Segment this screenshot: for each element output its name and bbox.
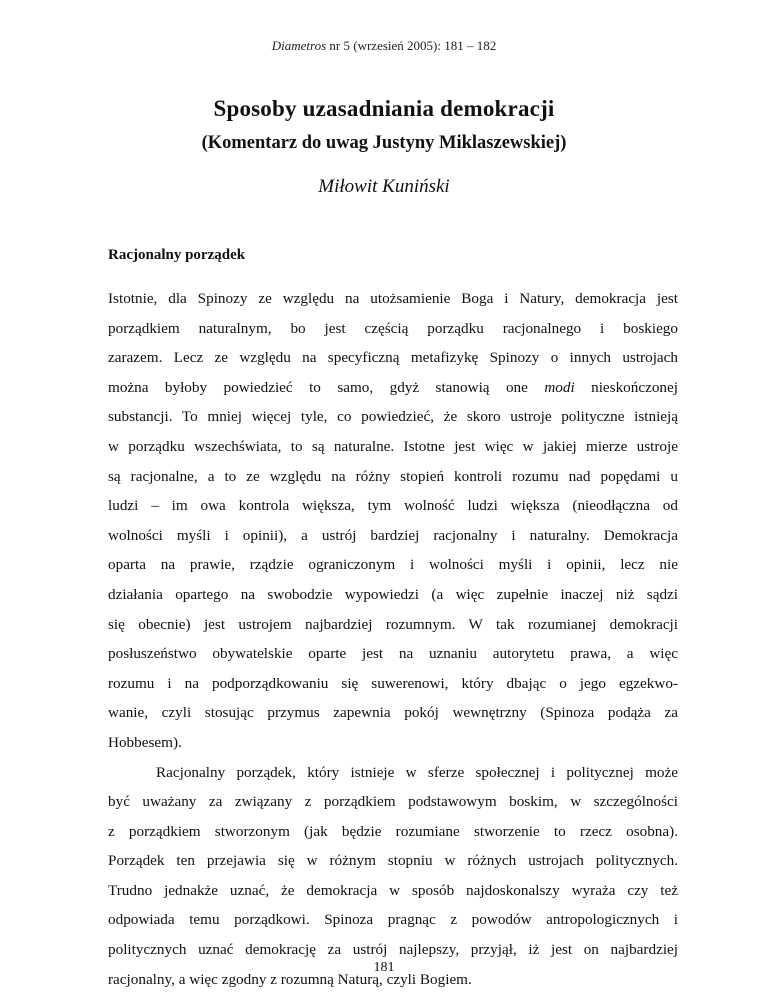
text-line: rozumu i na podporządkowaniu się suwerenowi, który dbając o jego egzekwo- xyxy=(108,674,678,692)
article-subtitle: (Komentarz do uwag Justyny Miklaszewskiej) xyxy=(201,133,567,153)
text-line: z porządkiem stworzonym (jak będzie rozumiane stworzenie to rzecz osobna). xyxy=(108,822,678,840)
text-fragment: można byłoby powiedzieć to samo, gdyż stanowią one xyxy=(108,378,545,396)
text-line: politycznych uznać demokrację za ustrój najlepszy, przyjął, iż jest on najbardziej xyxy=(108,941,678,959)
article-author: Miłowit Kuniński xyxy=(318,176,450,197)
text-line: w porządku wszechświata, to są naturalne. Istotne jest więc w jakiej mierze ustroje xyxy=(108,437,678,455)
text-line xyxy=(108,373,678,403)
journal-name: Diametros xyxy=(271,38,327,53)
text-fragment: nieskończonej xyxy=(574,378,678,396)
text-line: być uważany za związany z porządkiem podstawowym boskim, w szczególności xyxy=(108,793,678,811)
text-line: wolności myśli i opinii), a ustrój bardziej racjonalny i naturalny. Demokracja xyxy=(108,526,678,544)
paragraph-1 xyxy=(108,284,678,758)
text-line: Trudno jednakże uznać, że demokracja w sposób najdoskonalszy wyraża czy też xyxy=(108,881,678,899)
text-line: posłuszeństwo obywatelskie oparte jest na uznaniu autorytetu prawa, a więc xyxy=(108,645,678,663)
text-line: odpowiada temu porządkowi. Spinoza pragnąc z powodów antropologicznych i xyxy=(108,911,678,929)
text-line: substancji. To mniej więcej tyle, co powiedzieć, że skoro ustroje polityczne istnieją xyxy=(108,408,678,426)
text-line: działania opartego na swobodzie wypowiedzi (a więc zupełnie inaczej niż sądzi xyxy=(108,585,678,603)
text-line: ludzi – im owa kontrola większa, tym wolność ludzi większa (nieodłączna od xyxy=(108,497,678,515)
text-line: Istotnie, dla Spinozy ze względu na utożsamienie Boga i Natury, demokracja jest xyxy=(108,290,678,307)
text-line: wanie, czyli stosując przymus zapewnia pokój wewnętrzny (Spinoza podąża za xyxy=(108,704,678,722)
italic-term: modi xyxy=(544,378,575,396)
text-line: oparta na prawie, rządzie ograniczonym i wolności myśli i opinii, lecz nie xyxy=(108,556,678,574)
section-heading: Racjonalny porządek xyxy=(108,247,246,263)
text-line: porządkiem naturalnym, bo jest częścią porządku racjonalnego i boskiego xyxy=(108,319,678,337)
text-line: Racjonalny porządek, który istnieje w sferze społecznej i politycznej może xyxy=(156,763,678,781)
text-line: są racjonalne, a to ze względu na różny stopień kontroli rozumu nad popędami u xyxy=(108,467,678,485)
text-line: Hobbesem). xyxy=(108,733,182,751)
journal-citation: nr 5 (wrzesień 2005): 181 – 182 xyxy=(326,38,497,53)
text-line: racjonalny, a więc zgodny z rozumną Naturą, czyli Bogiem. xyxy=(108,970,472,988)
page-number: 181 xyxy=(373,960,395,975)
article-title: Sposoby uzasadniania demokracji xyxy=(213,96,555,121)
text-line: się obecnie) jest ustrojem najbardziej rozumnym. W tak rozumianej demokracji xyxy=(108,615,678,633)
text-line: zarazem. Lecz ze względu na specyficzną metafizykę Spinozy o innych ustrojach xyxy=(108,349,678,367)
running-header xyxy=(0,38,768,54)
text-line: Porządek ten przejawia się w różnym stopniu w różnych ustrojach politycznych. xyxy=(108,852,678,870)
paragraph-2 xyxy=(108,758,678,994)
body-text xyxy=(108,284,678,994)
